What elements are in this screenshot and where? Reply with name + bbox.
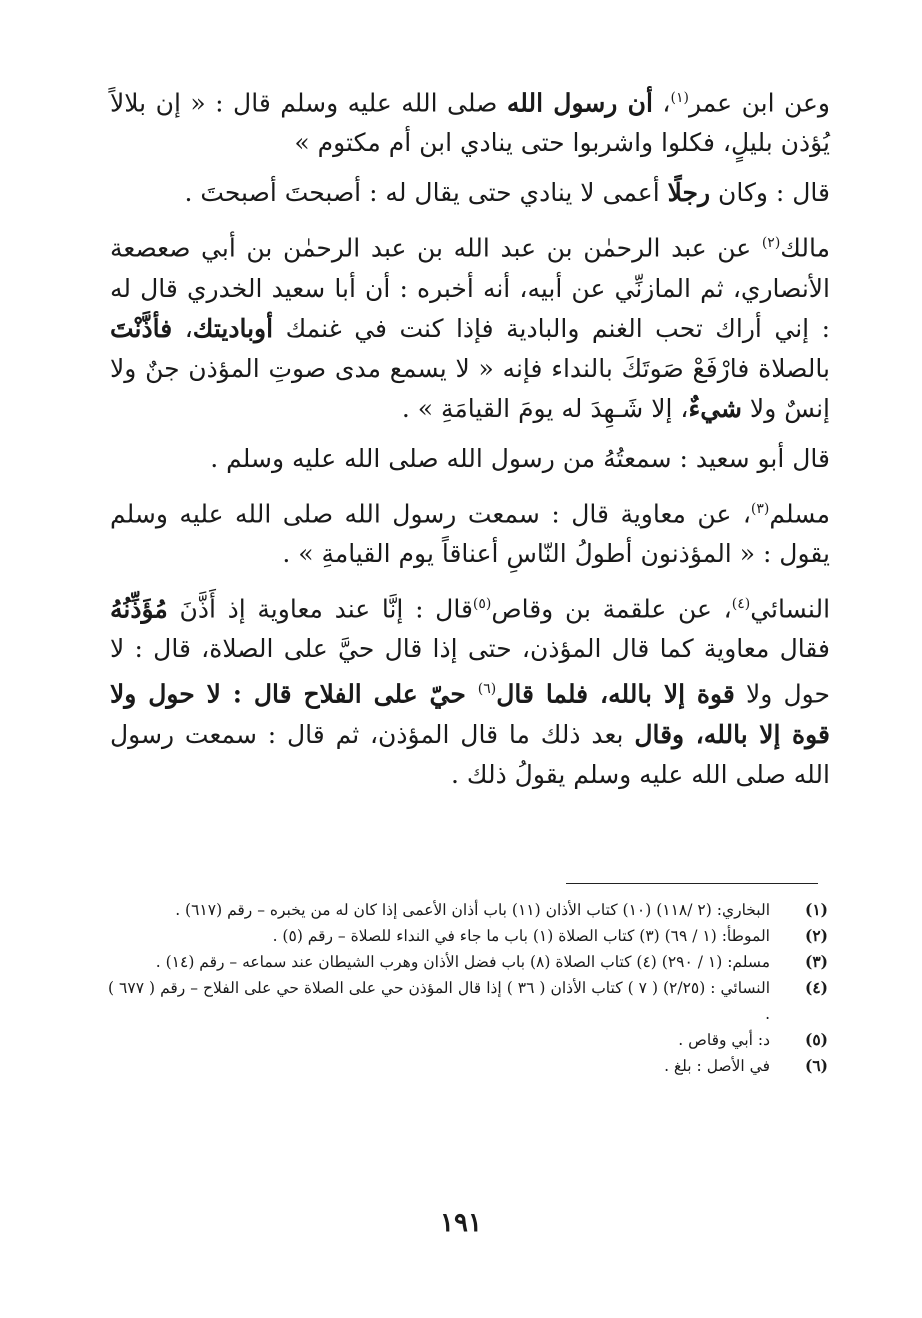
footnote-number: (٦) [804,1056,828,1075]
paragraph [110,584,830,795]
footnote-number: (١) [804,900,828,919]
footnote [108,923,828,949]
footnote-text: في الأصل : بلغ . [664,1057,770,1075]
paragraph [110,173,830,213]
bold-run: أوباديتك [192,313,274,343]
text-run: أعمى لا ينادي حتى يقال له : أصبحتَ أصبحتَ . [184,178,668,208]
footnote-number: (٤) [804,978,828,997]
text-run: ، عن علقمة بن وقاص [491,594,732,624]
text-run: ، [172,313,193,343]
footnotes [108,897,828,1079]
text-run: صلى الله عليه وسلم قال : « إن بلالاً يُؤذن بليلٍ، فكلوا واشربوا حتى ينادي ابن أم مكتوم » [110,88,830,158]
bold-run: مُؤَذِّنُهُ [110,594,168,624]
footnote-number: (٣) [804,952,828,971]
footnote-ref: (٢) [761,235,781,252]
bold-run: حيّ على الفلاح قال : لا حول ولا قوة إلا بالله، وقال [110,679,830,749]
bold-run: قوة إلا بالله، فلما قال [496,679,735,709]
footnote-text: مسلم: (١ / ٢٩٠) (٤) كتاب الصلاة (٨) باب فضل الأذان وهرب الشيطان عند سماعه – رقم (١٤) . [155,953,770,971]
footnote-ref: (١) [670,90,689,106]
text-run: مالك [780,233,830,263]
footnote [108,949,828,975]
footnote-number: (٥) [804,1030,828,1049]
text-run: النسائي [750,594,831,624]
main-text [110,78,830,805]
text-run: ، [652,88,671,118]
bold-run: أن رسول الله [506,88,653,118]
text-run: قال : إنَّا عند معاوية إذ أَذَّنَ [167,594,473,624]
footnote-text: د: أبي وقاص . [678,1031,770,1049]
text-run: عن عبد الرحمٰن بن عبد الله بن عبد الرحمٰن بن أبي صعصعة الأنصاري، ثم المازنِّي عن أبيه، أنه أخبره : أن أبا سعيد الخدري قال له : إني أراك تحب الغنم والبادية فإذا كنت في غنمك [110,233,831,343]
text-run: قال : وكان [710,178,830,208]
text-run: بالصلاة فارْفَعْ صَوتَكَ بالنداء فإنه « لا يسمع مدى صوتِ المؤذن جنٌ ولا إنسٌ ولا [110,353,830,423]
paragraph [110,223,830,428]
footnote-ref: (٥) [472,595,492,612]
text-run: فقال معاوية كما قال المؤذن، حتى إذا قال حيَّ على الصلاة، قال : لا حول ولا [110,634,830,709]
bold-run: فأذَّنْتَ [110,313,173,343]
text-run: مسلم [769,498,830,528]
bold-run: رجلًا [667,178,711,208]
page-number: ١٩١ [440,1208,482,1238]
footnote-separator [566,883,818,884]
footnote [108,897,828,923]
text-run: وعن ابن عمر [688,88,831,118]
paragraph [110,78,830,163]
footnote-ref: (٤) [731,595,751,612]
footnote [108,1027,828,1053]
footnote [108,1053,828,1079]
text-run: قال أبو سعيد : سمعتُهُ من رسول الله صلى الله عليه وسلم . [210,443,830,473]
paragraph [110,489,830,574]
text-run: ، إلا شَـهِدَ له يومَ القيامَةِ » . [401,393,689,423]
footnote [108,975,828,1027]
text-run: ، عن معاوية قال : سمعت رسول الله صلى الله عليه وسلم يقول : « المؤذنون أطولُ النّاسِ أعناقاً يوم القيامةِ » . [110,498,830,568]
footnote-ref: (٣) [750,500,770,517]
text-run: بعد ذلك ما قال المؤذن، ثم قال : سمعت رسول الله صلى الله عليه وسلم يقولُ ذلك . [110,719,830,789]
bold-run: شيءٌ [688,393,742,423]
footnote-ref: (٦) [477,681,497,698]
footnote-text: النسائي : (٢/٢٥) ( ٧ ) كتاب الأذان ( ٣٦ ) إذا قال المؤذن حي على الصلاة حي على الفلاح – رقم ( ٦٧٧ ) . [108,979,770,1023]
footnote-text: البخاري: (٢ /١١٨) (١٠) كتاب الأذان (١١) باب أذان الأعمى إذا كان له من يخبره – رقم (٦١٧) . [175,901,770,919]
paragraph [110,439,830,479]
footnote-number: (٢) [804,926,828,945]
footnote-text: الموطأ: (١ / ٦٩) (٣) كتاب الصلاة (١) باب ما جاء في النداء للصلاة – رقم (٥) . [272,927,770,945]
